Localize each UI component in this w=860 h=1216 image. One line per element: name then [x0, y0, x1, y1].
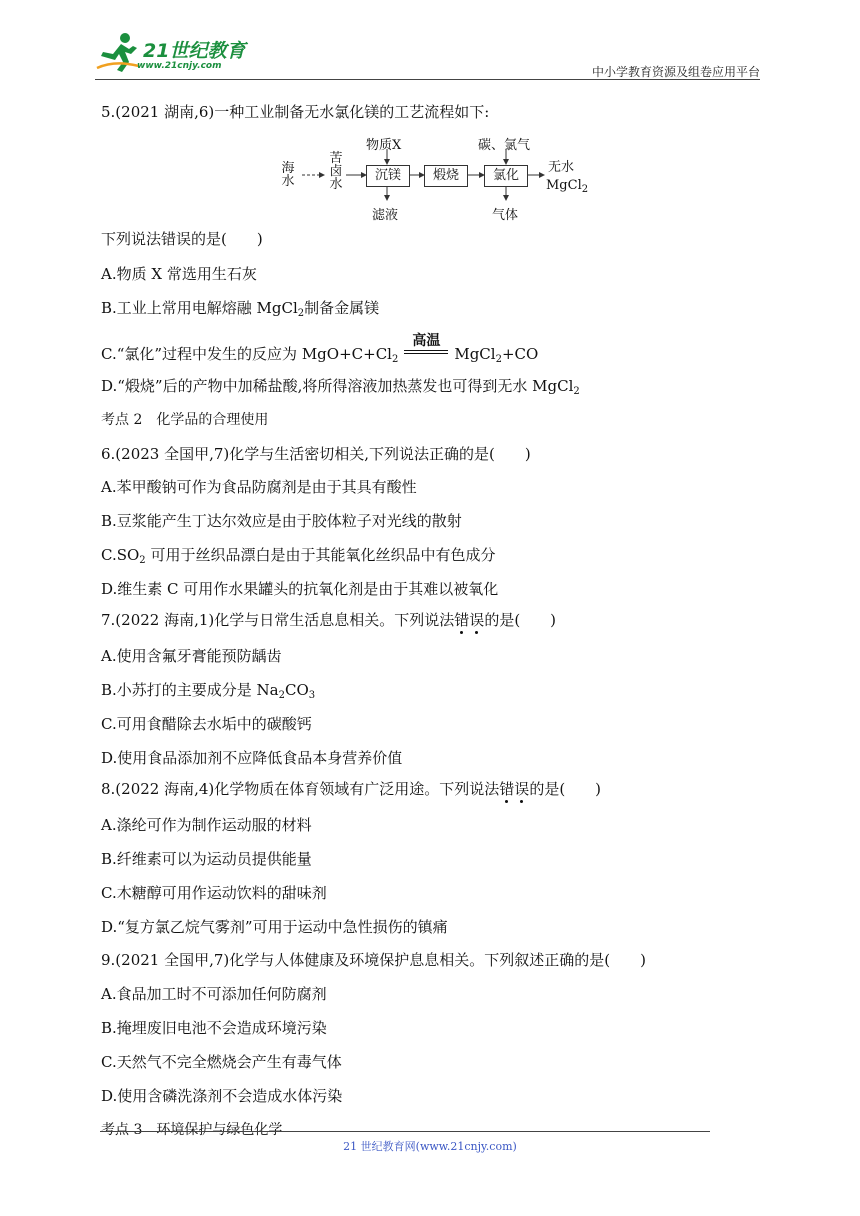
q6-option-b: B.豆浆能产生丁达尔效应是由于胶体粒子对光线的散射 [101, 512, 462, 530]
flow-seawater-1: 海 [281, 161, 295, 176]
q8-option-b: B.纤维素可以为运动员提供能量 [101, 850, 312, 868]
flow-material-x: 物质X [366, 138, 402, 153]
q8-option-a: A.涤纶可作为制作运动服的材料 [101, 816, 312, 834]
flow-bittern-1: 苦 [329, 151, 343, 166]
q5-option-c: C.“氯化”过程中发生的反应为 $MgO+C+Cl_2$ 高温 MgCl$_2$+CO [101, 333, 539, 365]
flow-product-formula: MgCl$_2$ [546, 178, 589, 195]
page-header [95, 30, 760, 78]
runner-logo-icon [95, 30, 143, 74]
section-heading-3: 考点 3 环境保护与绿色化学 [101, 1122, 283, 1138]
q7-option-b: B.小苏打的主要成分是 $Na_2CO_3$ [101, 681, 316, 701]
q7-option-d: D.使用食品添加剂不应降低食品本身营养价值 [101, 749, 403, 767]
q5-prompt: 下列说法错误的是( ) [101, 230, 263, 248]
header-tagline: 中小学教育资源及组卷应用平台 [591, 65, 760, 79]
q9-option-c: C.天然气不完全燃烧会产生有毒气体 [101, 1053, 342, 1071]
footer-divider [100, 1131, 710, 1132]
flow-step-calcine: 煅烧 [424, 165, 468, 187]
process-flow-diagram [278, 134, 608, 223]
q9-stem: 9.(2021 全国甲,7)化学与人体健康及环境保护息息相关。下列叙述正确的是( ) [101, 951, 646, 969]
flow-inputs-carbon-chlorine: 碳、氯气 [478, 138, 531, 153]
flow-filtrate: 滤液 [372, 208, 399, 223]
section-heading-2: 考点 2 化学品的合理使用 [101, 412, 269, 428]
q7-option-c: C.可用食醋除去水垢中的碳酸钙 [101, 715, 312, 733]
q5-option-d: D.“煅烧”后的产物中加稀盐酸,将所得溶液加热蒸发也可得到无水 MgCl$_2$ [101, 377, 580, 397]
q6-option-d: D.维生素 C 可用作水果罐头的抗氧化剂是由于其难以被氧化 [101, 580, 499, 598]
flow-bittern-3: 水 [329, 177, 343, 192]
logo-url: www.21cnjy.com [137, 61, 222, 71]
q6-stem: 6.(2023 全国甲,7)化学与生活密切相关,下列说法正确的是( ) [101, 445, 531, 463]
flow-product-label: 无水 [548, 160, 575, 175]
header-divider [95, 79, 760, 80]
flow-gas: 气体 [492, 208, 519, 223]
logo-text: 21世纪教育 [143, 40, 246, 62]
q5-option-a: A.物质 X 常选用生石灰 [101, 265, 257, 283]
flow-seawater-2: 水 [281, 174, 295, 189]
q5-option-b: B.工业上常用电解熔融 MgCl$_2$制备金属镁 [101, 299, 380, 319]
flow-step-chlorinate: 氯化 [484, 165, 528, 187]
flow-bittern-2: 卤 [329, 164, 343, 179]
q6-option-a: A.苯甲酸钠可作为食品防腐剂是由于其具有酸性 [101, 478, 417, 496]
q7-stem: 7.(2022 海南,1)化学与日常生活息息相关。下列说法错误的是( ) [101, 611, 557, 629]
flow-step-precipitate: 沉镁 [366, 165, 410, 187]
q9-option-d: D.使用含磷洗涤剂不会造成水体污染 [101, 1087, 343, 1105]
q6-option-c: $C.SO_2$ 可用于丝织品漂白是由于其能氧化丝织品中有色成分 [101, 546, 496, 566]
q7-option-a: A.使用含氟牙膏能预防龋齿 [101, 647, 282, 665]
equation-arrow-high-temp: 高温 [404, 345, 448, 365]
q9-option-b: B.掩埋废旧电池不会造成环境污染 [101, 1019, 327, 1037]
site-logo [95, 30, 265, 76]
q8-stem: 8.(2022 海南,4)化学物质在体育领域有广泛用途。下列说法错误的是( ) [101, 780, 602, 798]
q5-stem: 5.(2021 湖南,6)一种工业制备无水氯化镁的工艺流程如下: [101, 103, 490, 121]
q8-option-c: C.木糖醇可用作运动饮料的甜味剂 [101, 884, 327, 902]
q8-option-d: D.“复方氯乙烷气雾剂”可用于运动中急性损伤的镇痛 [101, 918, 448, 936]
page-footer[interactable]: 21 世纪教育网(www.21cnjy.com) [343, 1140, 517, 1153]
q9-option-a: A.食品加工时不可添加任何防腐剂 [101, 985, 327, 1003]
